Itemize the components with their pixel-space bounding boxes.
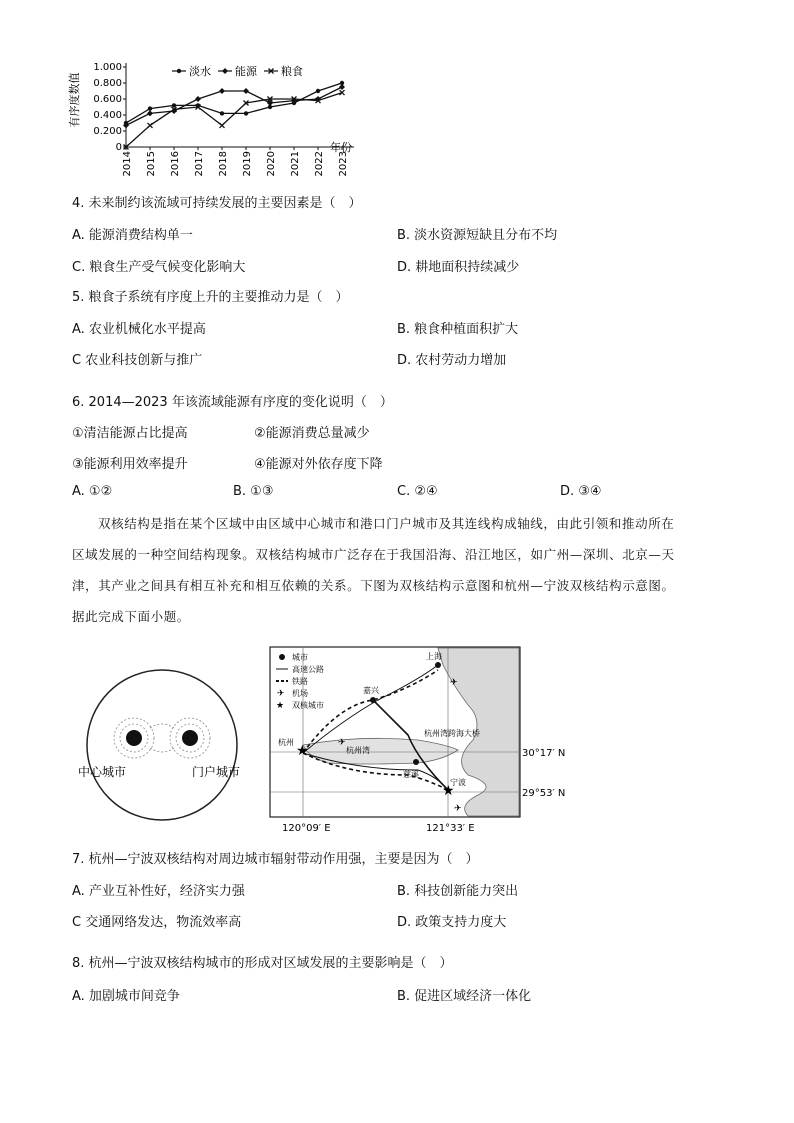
legend-label: 能源 — [235, 65, 257, 78]
chart-series — [123, 81, 345, 150]
q6-statement-3: ③能源利用效率提升 — [72, 457, 188, 472]
y-tick-label: 0.400 — [93, 110, 122, 121]
label-hangzhou: 杭州 — [278, 738, 294, 747]
series-point — [220, 123, 225, 128]
x-tick-label: 2022 — [314, 151, 325, 177]
q5-option-b[interactable]: B. 粮食种植面积扩大 — [397, 322, 519, 337]
svg-text:✈: ✈ — [338, 738, 346, 748]
series-point — [195, 96, 201, 102]
y-tick-label: 0.800 — [93, 78, 122, 89]
passage-line-4: 据此完成下面小题。 — [72, 609, 190, 624]
q6-statement-1: ①清洁能源占比提高 — [72, 426, 188, 441]
svg-text:机场: 机场 — [292, 689, 308, 698]
series-point — [177, 69, 181, 73]
y-tick-label: 0.600 — [93, 94, 122, 105]
x-tick-label: 2016 — [170, 151, 181, 177]
label-ningbo: 宁波 — [450, 778, 466, 787]
hangzhou-ningbo-map — [268, 645, 566, 835]
city-jiaxing — [370, 697, 376, 703]
label-lat-29-53: 29°53′ N — [522, 788, 566, 799]
y-tick-label: 1.000 — [93, 62, 122, 73]
passage-line-2: 区域发展的一种空间结构现象。双核结构城市广泛存在于我国沿海、沿江地区，如广州—深圳、北京—天 — [72, 547, 675, 562]
q7-option-a[interactable]: A. 产业互补性好，经济实力强 — [72, 884, 245, 899]
svg-text:高速公路: 高速公路 — [292, 665, 324, 674]
series-point — [172, 103, 176, 107]
x-tick-label: 2021 — [290, 151, 301, 177]
city-shanghai — [435, 662, 441, 668]
q8-option-b[interactable]: B. 促进区域经济一体化 — [397, 989, 532, 1004]
q7-option-d[interactable]: D. 政策支持力度大 — [397, 915, 507, 930]
x-axis-label: 年份 — [330, 141, 352, 154]
q7-option-b[interactable]: B. 科技创新能力突出 — [397, 884, 519, 899]
q5-option-d[interactable]: D. 农村劳动力增加 — [397, 353, 507, 368]
series-point — [219, 88, 225, 94]
q4-option-c[interactable]: C. 粮食生产受气候变化影响大 — [72, 260, 246, 275]
star-ningbo: ★ — [442, 783, 455, 799]
label-lat-30-17: 30°17′ N — [522, 748, 566, 759]
gate-city-dot — [182, 730, 198, 746]
dual-core-diagram — [72, 680, 262, 820]
question-5-stem: 5. 粮食子系统有序度上升的主要推动力是（ ） — [72, 290, 349, 305]
x-tick-label: 2015 — [146, 151, 157, 177]
q5-option-c[interactable]: C 农业科技创新与推广 — [72, 353, 203, 368]
passage-line-3: 津，其产业之间具有相互补充和相互依赖的关系。下图为双核结构示意图和杭州—宁波双核结构示意图。 — [72, 578, 675, 593]
center-city-label: 中心城市 — [78, 765, 127, 779]
x-tick-label: 2023 — [338, 151, 349, 177]
center-city-dot — [126, 730, 142, 746]
chart-legend — [172, 64, 303, 78]
y-axis-label: 有序度数值 — [68, 72, 81, 128]
x-tick-label: 2020 — [266, 151, 277, 177]
q6-statement-2: ②能源消费总量减少 — [254, 426, 370, 441]
q7-option-c[interactable]: C 交通网络发达，物流效率高 — [72, 915, 242, 930]
svg-text:✈: ✈ — [277, 689, 285, 699]
question-7-stem: 7. 杭州—宁波双核结构对周边城市辐射带动作用强，主要是因为（ ） — [72, 852, 479, 867]
q6-option-b[interactable]: B. ①③ — [233, 484, 274, 499]
series-point — [243, 88, 249, 94]
series-line-粮食 — [126, 93, 342, 147]
series-point — [147, 110, 153, 116]
q4-option-d[interactable]: D. 耕地面积持续减少 — [397, 260, 520, 275]
series-point — [244, 111, 248, 115]
svg-text:✈: ✈ — [454, 804, 462, 814]
passage — [72, 508, 752, 632]
q4-option-a[interactable]: A. 能源消费结构单一 — [72, 228, 193, 243]
svg-text:铁路: 铁路 — [292, 677, 308, 686]
series-line-淡水 — [126, 83, 342, 123]
series-point — [222, 68, 228, 74]
label-jiaxing: 嘉兴 — [363, 686, 379, 695]
q4-option-b[interactable]: B. 淡水资源短缺且分布不均 — [397, 228, 558, 243]
q8-option-a[interactable]: A. 加剧城市间竞争 — [72, 989, 180, 1004]
question-4-stem: 4. 未来制约该流域可持续发展的主要因素是（ ） — [72, 196, 362, 211]
svg-text:★: ★ — [276, 701, 285, 711]
x-tick-label: 2017 — [194, 151, 205, 177]
x-tick-label: 2018 — [218, 151, 229, 177]
passage-line-1: 双核结构是指在某个区域中由区域中心城市和港口门户城市及其连线构成轴线，由此引领和推动所在 — [98, 516, 675, 531]
label-hangzhou-bay: 杭州湾 — [346, 746, 370, 755]
svg-text:✈: ✈ — [450, 678, 458, 688]
label-lon-121-33: 121°33′ E — [426, 823, 475, 834]
star-hangzhou: ★ — [296, 743, 309, 759]
y-tick-label: 0 — [115, 142, 122, 153]
series-point — [339, 84, 345, 90]
region-circle — [87, 670, 237, 820]
gate-city-label: 门户城市 — [192, 765, 241, 779]
question-8-stem: 8. 杭州—宁波双核结构城市的形成对区域发展的主要影响是（ ） — [72, 956, 453, 971]
legend-label: 粮食 — [281, 65, 303, 78]
label-bridge: 杭州湾跨海大桥 — [424, 729, 480, 738]
q6-statement-4: ④能源对外依存度下降 — [254, 457, 383, 472]
q6-option-d[interactable]: D. ③④ — [560, 484, 602, 499]
svg-text:城市: 城市 — [292, 653, 308, 662]
svg-text:双核城市: 双核城市 — [292, 701, 324, 710]
x-tick-label: 2019 — [242, 151, 253, 177]
q6-option-c[interactable]: C. ②④ — [397, 484, 438, 499]
city-cixi — [413, 759, 419, 765]
series-point — [220, 111, 224, 115]
series-point — [316, 89, 320, 93]
label-shanghai: 上海 — [426, 652, 442, 661]
label-lon-120-09: 120°09′ E — [282, 823, 331, 834]
series-point — [148, 123, 153, 128]
label-cixi: 慈溪 — [403, 770, 419, 779]
question-6-stem: 6. 2014—2023 年该流域能源有序度的变化说明（ ） — [72, 395, 393, 410]
q5-option-a[interactable]: A. 农业机械化水平提高 — [72, 322, 206, 337]
legend-label: 淡水 — [189, 65, 211, 78]
y-tick-label: 0.200 — [93, 126, 122, 137]
series-point — [148, 106, 152, 110]
line-chart — [60, 55, 360, 175]
q6-option-a[interactable]: A. ①② — [72, 484, 113, 499]
x-tick-label: 2014 — [122, 151, 133, 177]
